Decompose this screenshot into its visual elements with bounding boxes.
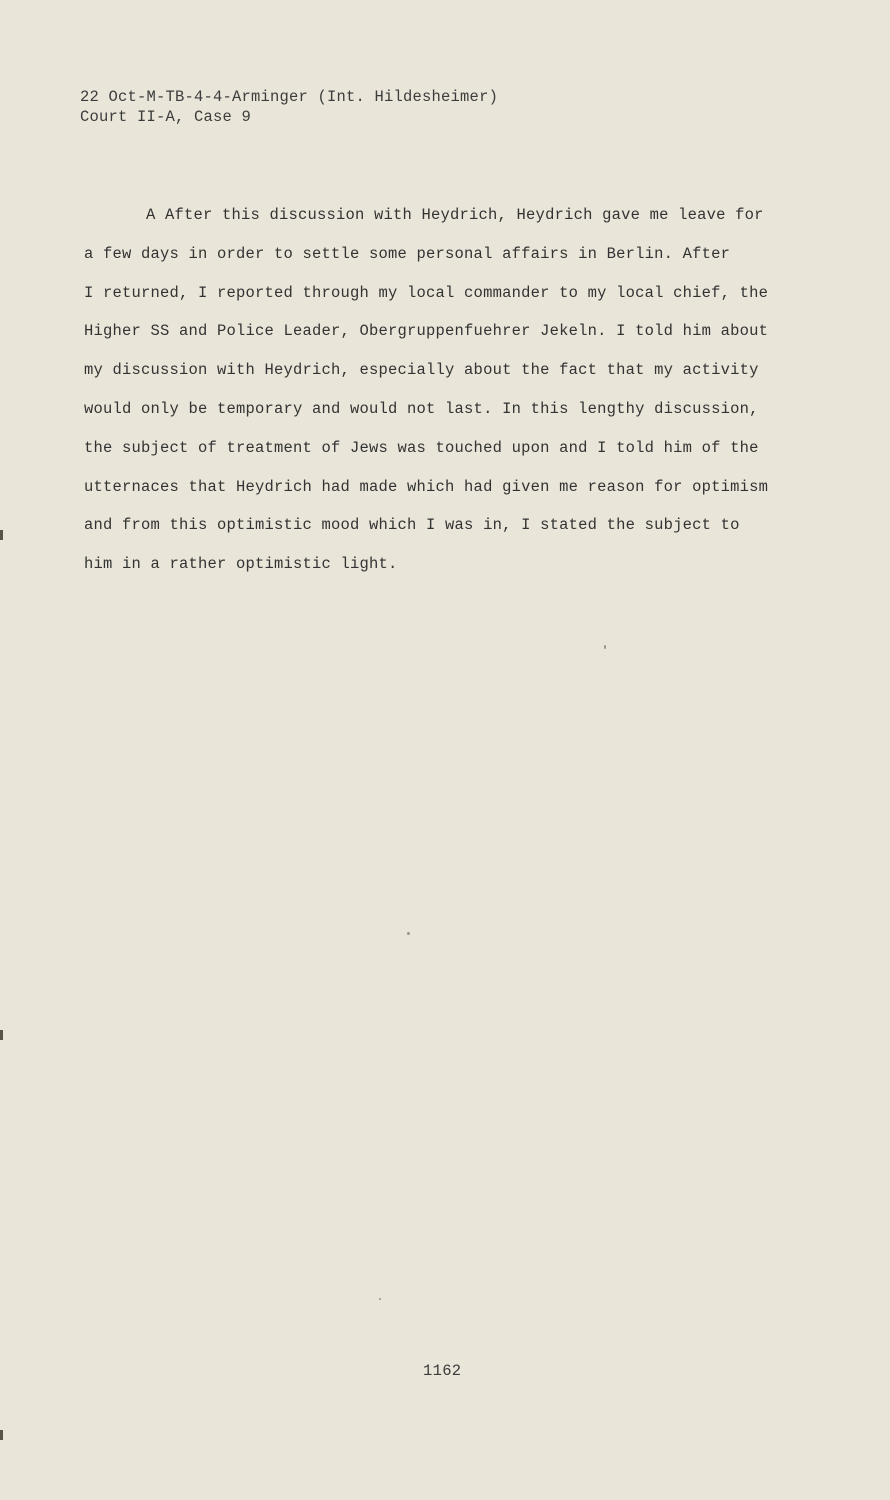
paragraph-line: my discussion with Heydrich, especially about the fact that my activity <box>84 361 759 380</box>
paragraph-line: I returned, I reported through my local commander to my local chief, the <box>84 283 769 302</box>
paragraph-line: Higher SS and Police Leader, Obergruppenfuehrer Jekeln. I told him about <box>84 322 769 341</box>
page-number: 1162 <box>423 1362 462 1380</box>
paragraph-line: A After this discussion with Heydrich, Heydrich gave me leave for <box>146 206 764 224</box>
paragraph-line: utternaces that Heydrich had made which had given me reason for optimism <box>84 477 769 496</box>
paragraph-line: would only be temporary and would not last. In this lengthy discussion, <box>84 399 759 418</box>
testimony-paragraph <box>84 202 804 590</box>
document-header <box>80 87 498 127</box>
header-reference-line: 22 Oct-M-TB-4-4-Arminger (Int. Hildesheimer) <box>80 88 499 106</box>
paragraph-line: and from this optimistic mood which I was in, I stated the subject to <box>84 516 740 535</box>
paper-speck <box>379 1298 381 1300</box>
paper-speck <box>407 932 410 935</box>
binding-mark <box>0 1430 3 1440</box>
binding-mark <box>0 1030 3 1040</box>
paragraph-line: the subject of treatment of Jews was touched upon and I told him of the <box>84 438 759 457</box>
paper-speck <box>604 645 606 649</box>
header-court-line: Court II-A, Case 9 <box>80 108 252 126</box>
paragraph-line: him in a rather optimistic light. <box>84 555 398 574</box>
binding-mark <box>0 530 3 540</box>
paragraph-line: a few days in order to settle some personal affairs in Berlin. After <box>84 244 731 263</box>
